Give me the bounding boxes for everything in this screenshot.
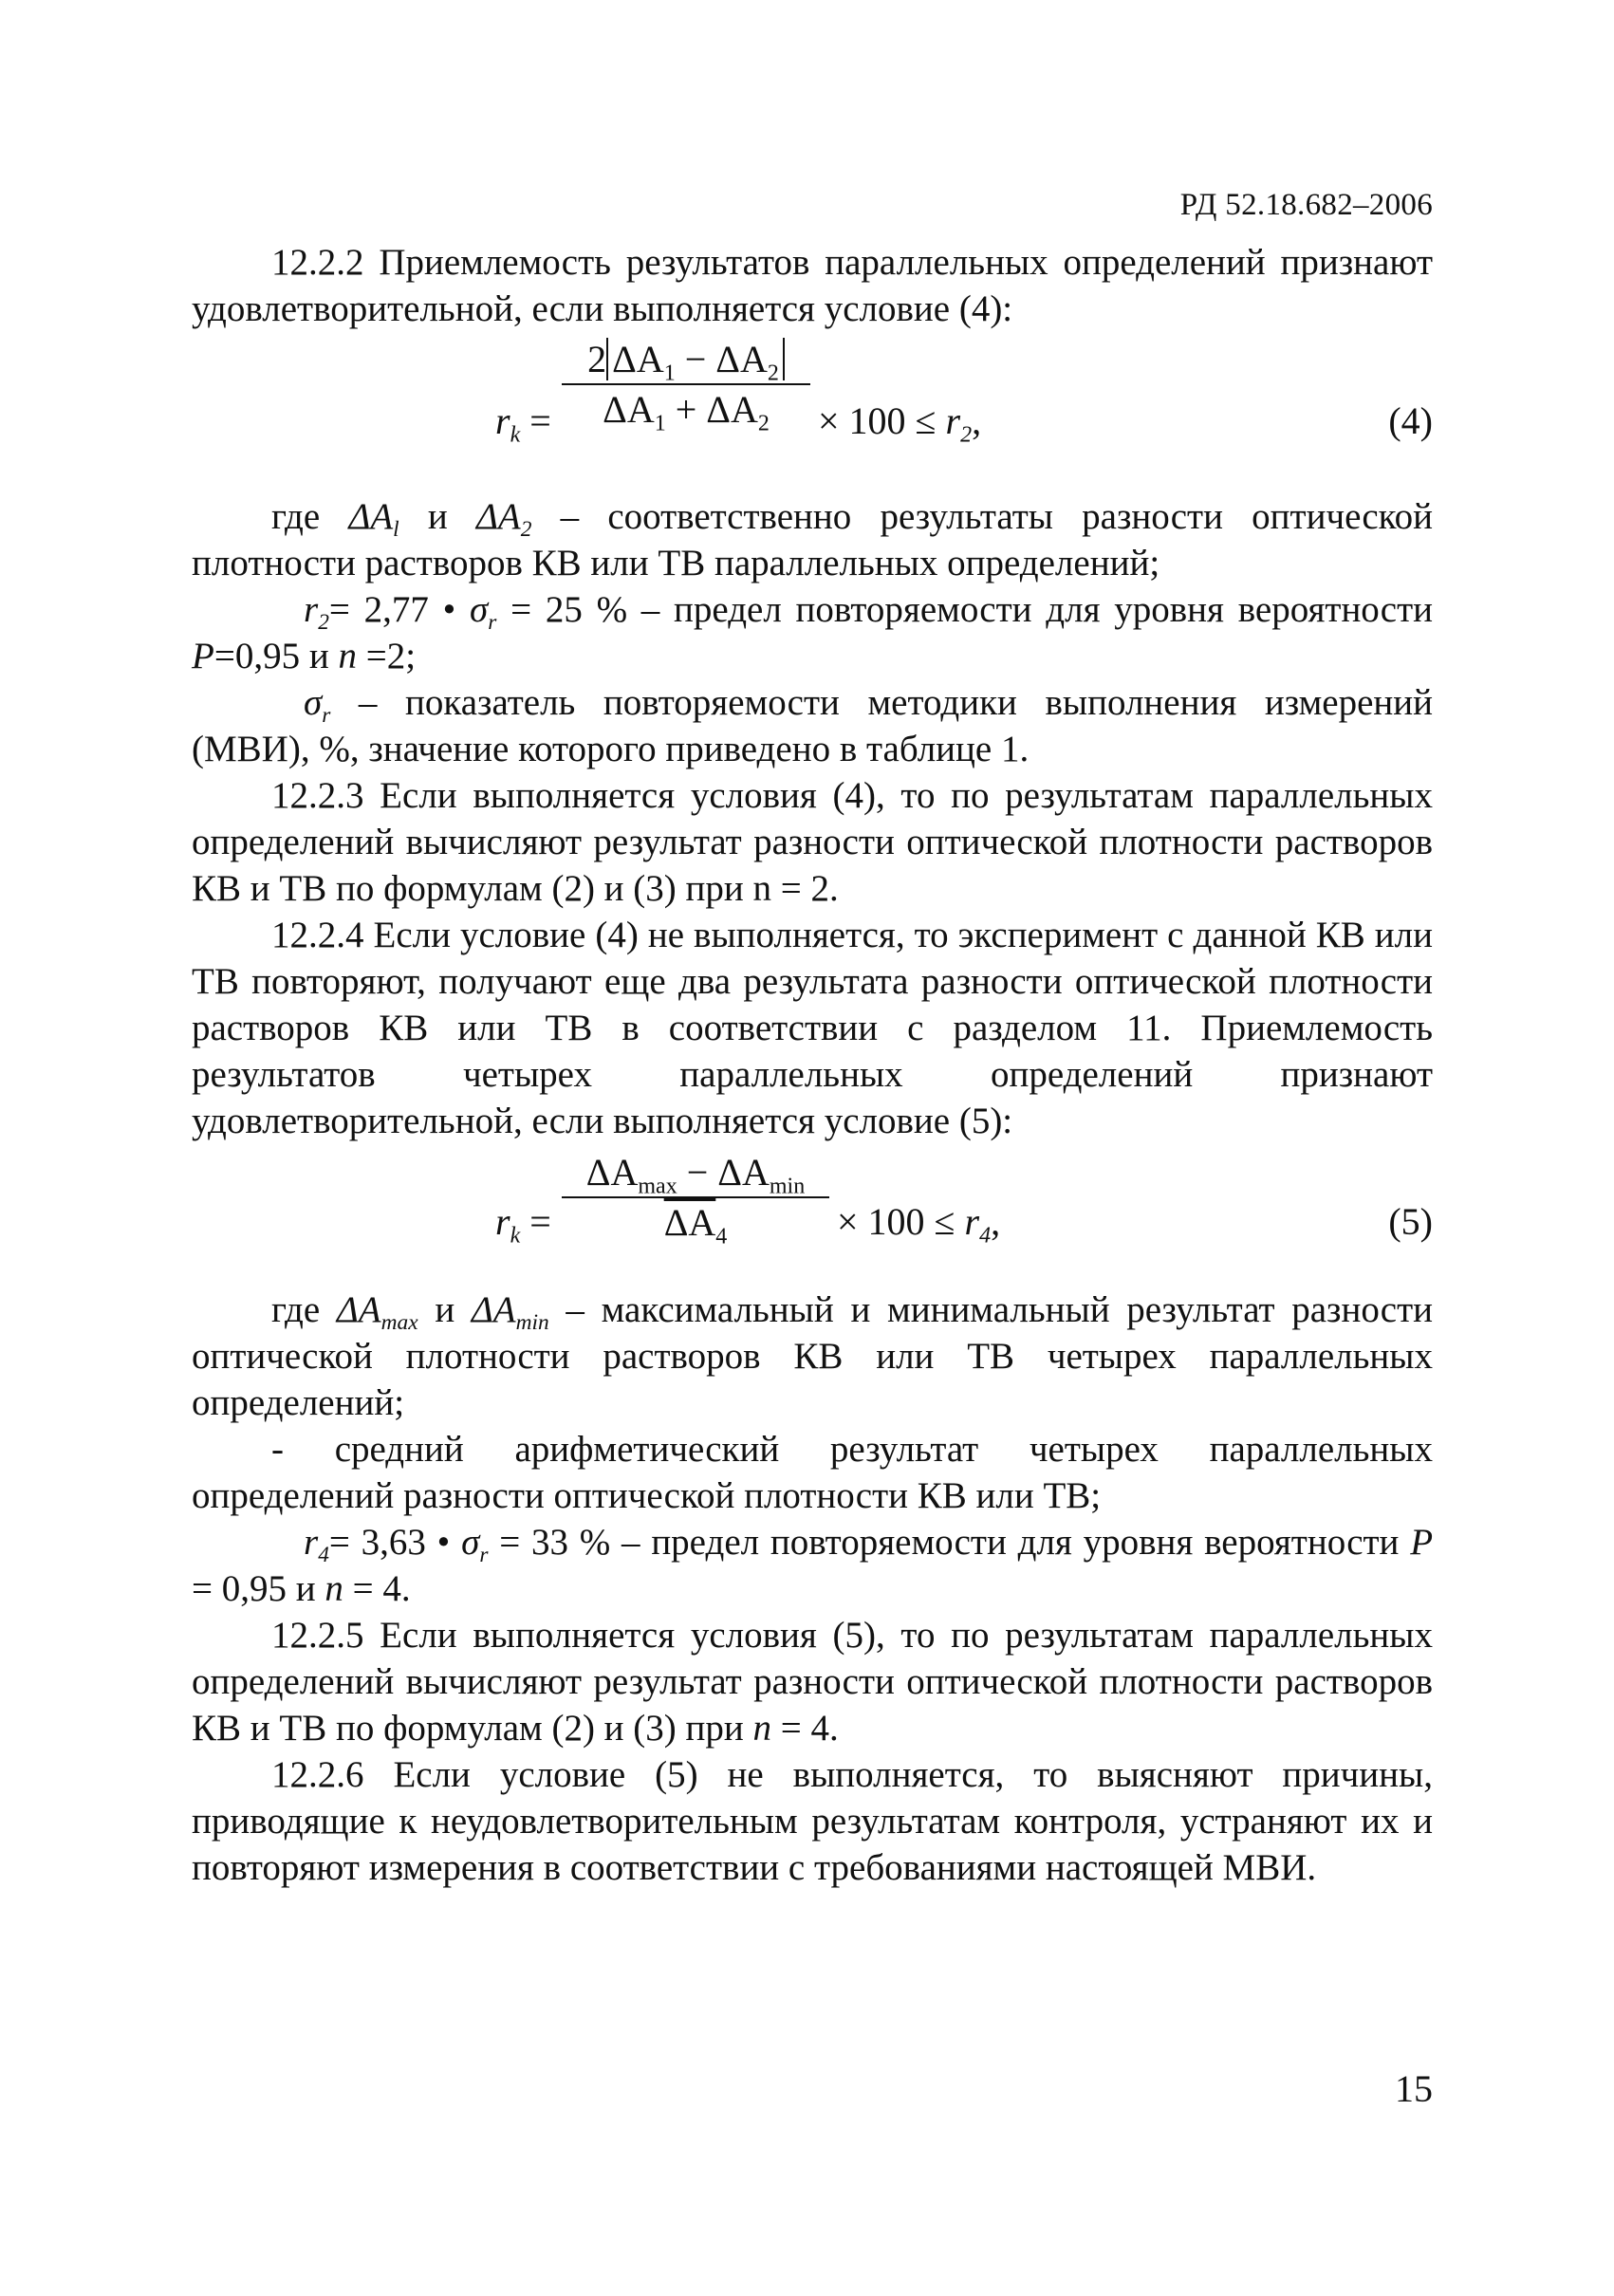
formula-5: [192, 1150, 1433, 1283]
equation-number-5: (5): [1388, 1200, 1433, 1243]
formula-5-denominator: $\overline{\Delta A}_4$: [663, 1201, 728, 1250]
formula-4-rhs: × $100 \le r_2$,: [818, 399, 982, 448]
formula-4-denominator: $\Delta A_1 + \Delta A_2$: [603, 388, 770, 436]
document-code: РД 52.18.682–2006: [1179, 188, 1433, 222]
paragraph-12-2-2: 12.2.2 Приемлемость результатов параллельных определений признают удовлетворительной, если выполняется условие (4):: [192, 242, 1433, 329]
equation-number-4: (4): [1388, 399, 1433, 442]
formula-5-fraction: [562, 1150, 829, 1250]
definition-delta-a: где $\Delta A_l$ и $\Delta A_2$ – соответственно результаты разности оптической плотности растворов КВ или ТВ параллельных определений;: [192, 496, 1434, 583]
paragraph-12-2-5: 12.2.5 Если выполняется условия (5), то по результатам параллельных определений вычисляют результат разности оптической плотности растворов КВ и ТВ по формулам (2) и (3) при n = 4.: [192, 1615, 1433, 1749]
formula-4: [192, 337, 1433, 489]
definition-mean-result: - средний арифметический результат четырех параллельных определений разности оптической плотности КВ или ТВ;: [192, 1429, 1433, 1516]
formula-4-numerator: 2 $\Delta A_1 - \Delta A_2$: [562, 337, 810, 381]
paragraph-12-2-3: 12.2.3 Если выполняется условия (4), то по результатам параллельных определений вычисляют результат разности оптической плотности растворов КВ и ТВ по формулам (2) и (3) при n = 2.: [192, 775, 1433, 909]
paragraph-12-2-4: 12.2.4 Если условие (4) не выполняется, то эксперимент с данной КВ или ТВ повторяют, получают еще два результата разности оптической плотности растворов КВ или ТВ в соответствии с разделом 11. Приемлемость результатов четырех параллельных определений признают удовлетворительной, если выполняется условие (5):: [192, 915, 1433, 1141]
definition-r2: $r_2= 2,77$ • $\sigma_r = 25$ % – предел повторяемости для уровня вероятности P=0,95 и n =2;: [192, 589, 1434, 676]
paragraph-12-2-6: 12.2.6 Если условие (5) не выполняется, то выясняют причины, приводящие к неудовлетворительным результатам контроля, устраняют их и повторяют измерения в соответствии с требованиями настоящей МВИ.: [192, 1754, 1433, 1888]
formula-5-lhs: $r_k$ =: [495, 1200, 551, 1249]
definition-sigma-r: $\sigma_r$ – показатель повторяемости методики выполнения измерений (МВИ), %, значение которого приведено в таблице 1.: [192, 682, 1433, 769]
formula-4-lhs: $r_k$ =: [495, 399, 551, 448]
definition-delta-a-max-min: где $\Delta A_{max}$ и $\Delta A_{min}$ – максимальный и минимальный результат разности оптической плотности растворов КВ или ТВ четырех параллельных определений;: [192, 1289, 1434, 1423]
formula-5-numerator: $\Delta A_{max} - \Delta A_{min}$: [585, 1151, 806, 1199]
formula-4-fraction: [562, 337, 810, 436]
page-number: 15: [1395, 2067, 1433, 2110]
definition-r4: $r_4= 3,63$ • $\sigma_r = 33$ % – предел повторяемости для уровня вероятности P = 0,95 и n = 4.: [192, 1522, 1434, 1609]
formula-5-rhs: × $100 \le r_4$,: [837, 1200, 1001, 1249]
